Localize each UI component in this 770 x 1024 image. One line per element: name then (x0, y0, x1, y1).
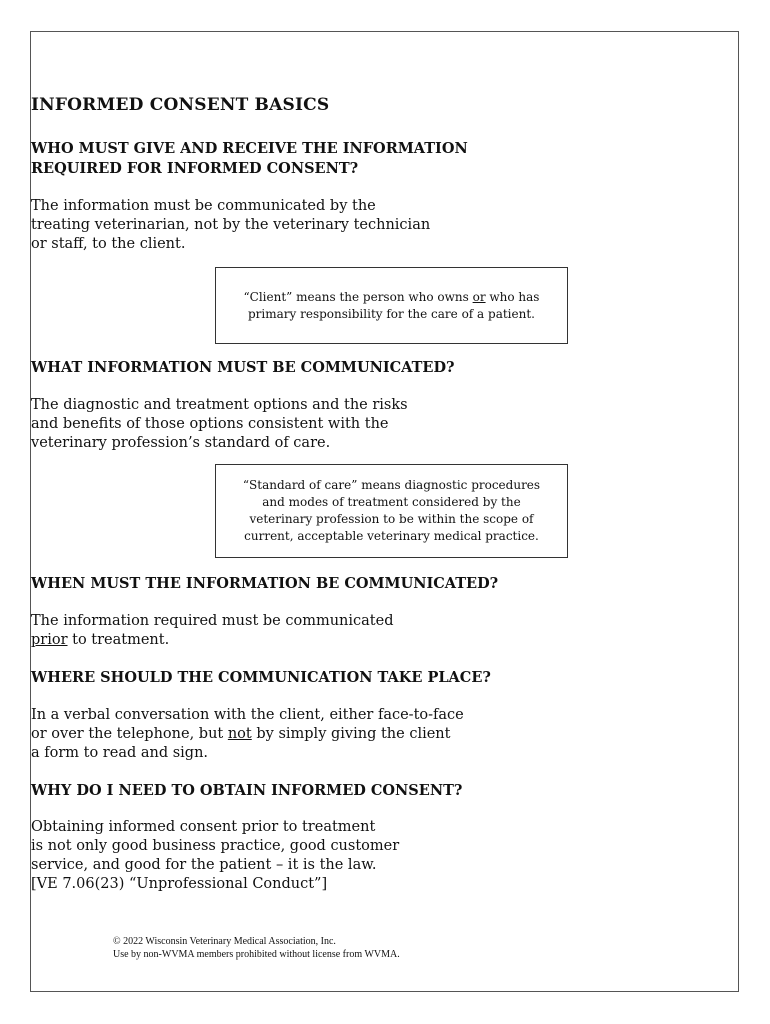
heading-who (31, 139, 738, 179)
client-def-text-pre: “Client” means the person who owns (243, 289, 473, 304)
soc-definition-line-4: current, acceptable veterinary medical practice. (244, 529, 539, 543)
when-text-post: to treatment. (67, 632, 170, 648)
body-why-line-3: service, and good for the patient – it is the law. (31, 857, 377, 873)
footer-line-1: © 2022 Wisconsin Veterinary Medical Association, Inc. (113, 936, 336, 947)
heading-where (31, 668, 738, 688)
body-where (31, 706, 738, 763)
heading-where-line-1: WHERE SHOULD THE COMMUNICATION TAKE PLACE? (31, 669, 491, 686)
body-where-line-1: In a verbal conversation with the client, either face-to-face (31, 707, 464, 723)
client-definition-line-2: primary responsibility for the care of a patient. (248, 306, 535, 321)
client-def-underline: or (472, 289, 486, 304)
where-text-post: by simply giving the client (251, 726, 451, 742)
heading-who-line-1: WHO MUST GIVE AND RECEIVE THE INFORMATION (31, 140, 468, 157)
heading-why (31, 781, 738, 801)
heading-what (31, 358, 738, 378)
soc-definition-line-3: veterinary profession to be within the scope of (249, 512, 534, 526)
document-page (30, 31, 739, 992)
body-when-line-2 (31, 631, 738, 650)
body-who (31, 197, 738, 254)
body-why-line-1: Obtaining informed consent prior to treatment (31, 819, 376, 835)
heading-when-line-1: WHEN MUST THE INFORMATION BE COMMUNICATED? (31, 575, 499, 592)
heading-when (31, 574, 738, 594)
where-underline: not (227, 726, 252, 742)
body-why-line-4: [VE 7.06(23) “Unprofessional Conduct”] (31, 876, 328, 892)
body-where-line-3: a form to read and sign. (31, 745, 209, 761)
definition-box-standard-of-care (215, 464, 568, 558)
body-why (31, 818, 738, 894)
body-when (31, 612, 738, 650)
body-where-line-2 (31, 725, 738, 744)
soc-definition-line-1: “Standard of care” means diagnostic procedures (242, 478, 541, 492)
body-what-line-3: veterinary profession’s standard of care. (31, 435, 331, 451)
body-why-line-2: is not only good business practice, good customer (31, 838, 400, 854)
body-what-line-1: The diagnostic and treatment options and the risks (31, 397, 408, 413)
soc-definition-line-2: and modes of treatment considered by the (262, 495, 521, 509)
footer-line-2: Use by non-WVMA members prohibited without license from WVMA. (113, 949, 400, 960)
heading-what-line-1: WHAT INFORMATION MUST BE COMMUNICATED? (31, 359, 455, 376)
client-def-text-post: who has (485, 289, 540, 304)
body-who-line-3: or staff, to the client. (31, 236, 186, 252)
copyright-footer (113, 935, 400, 961)
body-when-line-1: The information required must be communicated (31, 613, 394, 629)
body-what-line-2: and benefits of those options consistent with the (31, 416, 389, 432)
heading-why-line-1: WHY DO I NEED TO OBTAIN INFORMED CONSENT? (31, 782, 463, 799)
body-who-line-2: treating veterinarian, not by the veterinary technician (31, 217, 431, 233)
when-underline: prior (31, 632, 68, 648)
heading-who-line-2: REQUIRED FOR INFORMED CONSENT? (31, 160, 359, 177)
body-what (31, 396, 738, 453)
page-title: INFORMED CONSENT BASICS (31, 95, 330, 115)
body-who-line-1: The information must be communicated by the (31, 198, 376, 214)
client-definition-line-1 (244, 289, 540, 306)
where-text-pre: or over the telephone, but (31, 726, 228, 742)
definition-box-client (215, 267, 568, 344)
